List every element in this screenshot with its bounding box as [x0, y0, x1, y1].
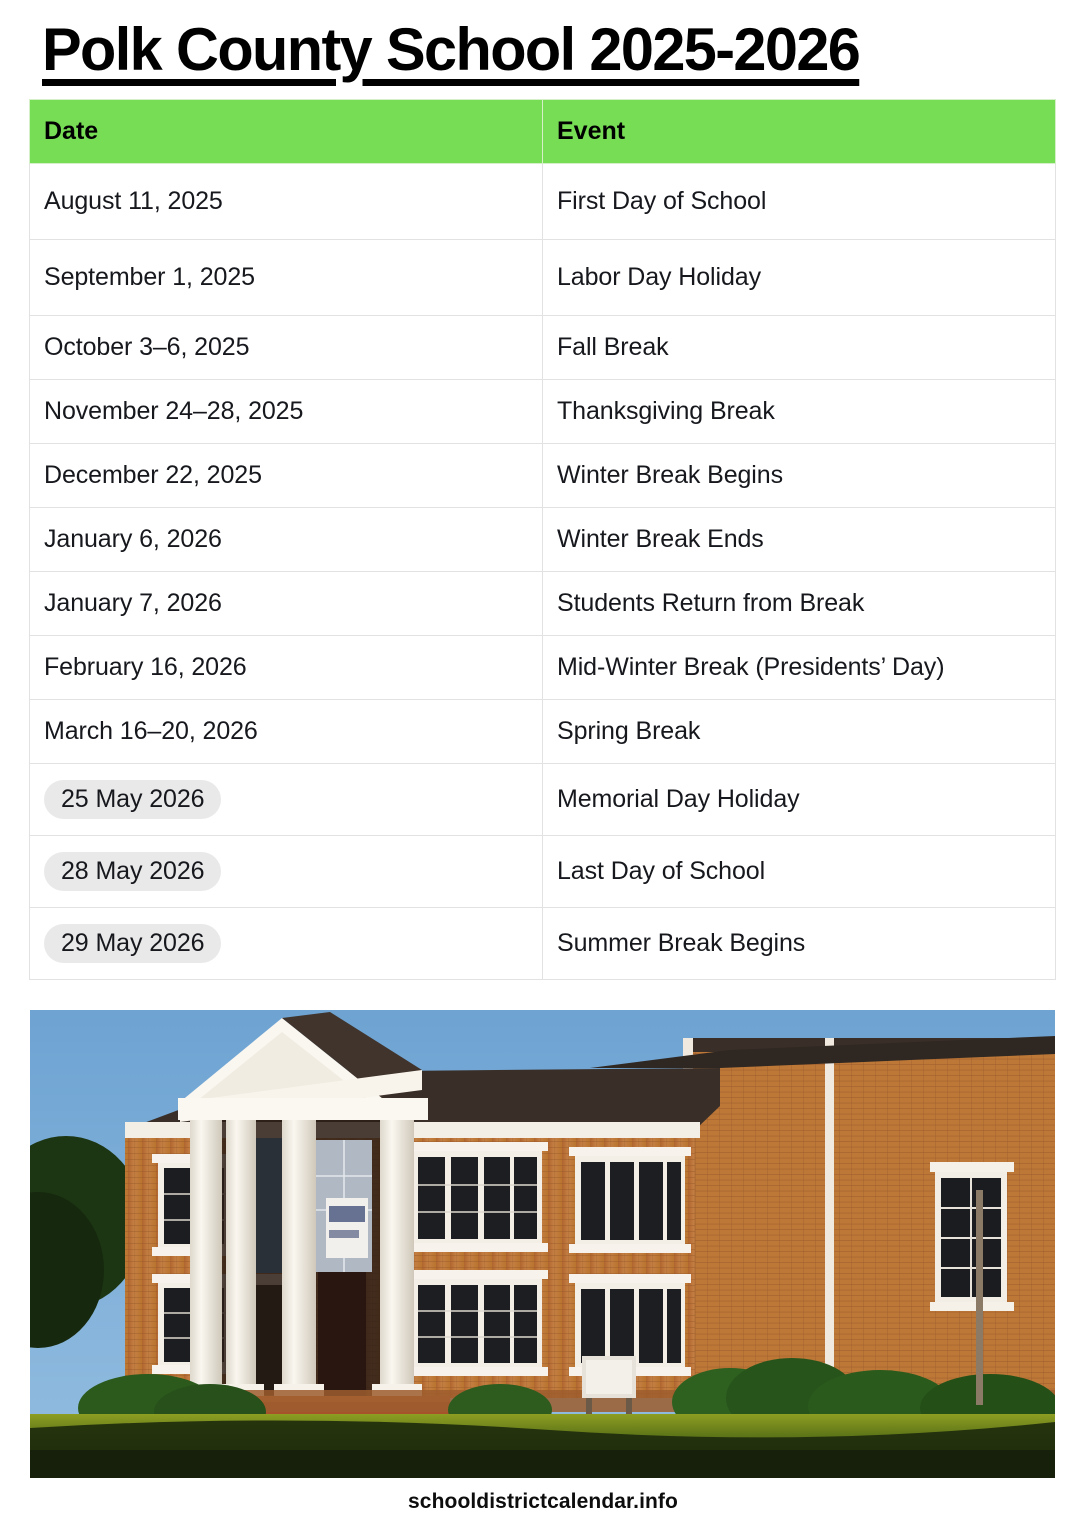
- table-row: [30, 572, 1056, 636]
- cell-date: [30, 316, 543, 380]
- date-highlight-chip: 25 May 2026: [44, 780, 221, 820]
- cell-date: [30, 572, 543, 636]
- date-text: November 24–28, 2025: [44, 397, 304, 425]
- cell-date: [30, 164, 543, 240]
- school-calendar-table: [29, 99, 1056, 980]
- page-title: Polk County School 2025-2026: [42, 16, 860, 83]
- table-row: [30, 764, 1056, 836]
- cell-event: Summer Break Begins: [543, 908, 1056, 980]
- date-highlight-chip: 28 May 2026: [44, 852, 221, 892]
- date-text: December 22, 2025: [44, 461, 262, 489]
- table-row: [30, 836, 1056, 908]
- cell-date: [30, 908, 543, 980]
- cell-event: Thanksgiving Break: [543, 380, 1056, 444]
- cell-date: [30, 240, 543, 316]
- cell-event: Labor Day Holiday: [543, 240, 1056, 316]
- date-text: October 3–6, 2025: [44, 333, 250, 361]
- cell-event: Mid-Winter Break (Presidents’ Day): [543, 636, 1056, 700]
- date-highlight-chip: 29 May 2026: [44, 924, 221, 964]
- cell-event: Spring Break: [543, 700, 1056, 764]
- table-row: [30, 164, 1056, 240]
- table-row: [30, 240, 1056, 316]
- table-header: [30, 100, 1056, 164]
- cell-date: [30, 700, 543, 764]
- table-row: [30, 380, 1056, 444]
- date-text: January 7, 2026: [44, 589, 222, 617]
- cell-date: [30, 380, 543, 444]
- date-text: January 6, 2026: [44, 525, 222, 553]
- cell-event: Memorial Day Holiday: [543, 764, 1056, 836]
- school-photo-illustration: [30, 1010, 1055, 1478]
- school-building-photo: [30, 1010, 1055, 1478]
- column-header-event: Event: [543, 100, 1056, 164]
- cell-date: [30, 636, 543, 700]
- table-row: [30, 700, 1056, 764]
- cell-event: First Day of School: [543, 164, 1056, 240]
- table-row: [30, 908, 1056, 980]
- table-row: [30, 508, 1056, 572]
- table-body: [30, 164, 1056, 980]
- date-text: September 1, 2025: [44, 263, 255, 291]
- table-row: [30, 316, 1056, 380]
- column-header-date: Date: [30, 100, 543, 164]
- table-header-row: [30, 100, 1056, 164]
- cell-date: [30, 764, 543, 836]
- cell-event: Winter Break Ends: [543, 508, 1056, 572]
- date-text: February 16, 2026: [44, 653, 247, 681]
- date-text: August 11, 2025: [44, 187, 223, 215]
- cell-event: Fall Break: [543, 316, 1056, 380]
- table-row: [30, 636, 1056, 700]
- date-text: March 16–20, 2026: [44, 717, 258, 745]
- table-row: [30, 444, 1056, 508]
- cell-date: [30, 508, 543, 572]
- cell-event: Winter Break Begins: [543, 444, 1056, 508]
- cell-event: Students Return from Break: [543, 572, 1056, 636]
- cell-event: Last Day of School: [543, 836, 1056, 908]
- cell-date: [30, 444, 543, 508]
- footer-website-label: schooldistrictcalendar.info: [408, 1490, 678, 1513]
- cell-date: [30, 836, 543, 908]
- title-container: [0, 0, 1086, 81]
